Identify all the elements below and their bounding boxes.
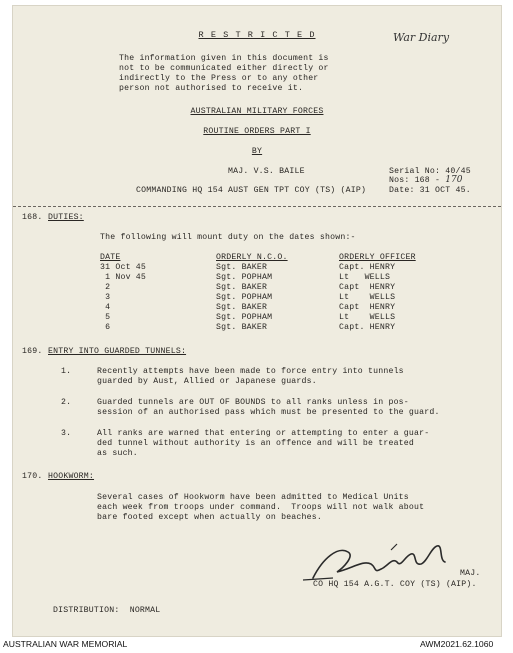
- item-line: guarded by Aust, Allied or Japanese guards.: [97, 377, 317, 386]
- distribution-line: DISTRIBUTION: NORMAL: [53, 606, 161, 615]
- section-number-169: 169.: [22, 347, 43, 356]
- table-cell: 6: [100, 323, 111, 332]
- table-cell: 1 Nov 45: [100, 273, 147, 282]
- table-cell: Sgt. POPHAM: [216, 273, 273, 282]
- order-numbers-handwritten: 170: [445, 175, 463, 185]
- serial-number: Serial No: 40/45: [389, 167, 471, 176]
- item-line: session of an authorised pass which must be presented to the guard.: [97, 408, 440, 417]
- hookworm-title: HOOKWORM:: [48, 472, 95, 481]
- table-cell: Sgt. BAKER: [216, 283, 268, 292]
- table-cell: 4: [100, 303, 111, 312]
- table-cell: Capt. HENRY: [339, 263, 396, 272]
- item-number: 1.: [61, 367, 72, 376]
- duties-intro: The following will mount duty on the dates shown:-: [100, 233, 356, 242]
- duties-title: DUTIES:: [48, 213, 84, 222]
- table-cell: Sgt. BAKER: [216, 263, 268, 272]
- section-number-168: 168.: [22, 213, 43, 222]
- section-number-170: 170.: [22, 472, 43, 481]
- order-date: Date: 31 OCT 45.: [389, 186, 471, 195]
- order-numbers-label: Nos: 168 -: [389, 176, 441, 185]
- hookworm-line: each week from troops under command. Troops will not walk about: [97, 503, 425, 512]
- footer-accession-number: AWM2021.62.1060: [420, 639, 494, 649]
- restricted-heading: R E S T R I C T E D: [198, 30, 316, 40]
- column-header-officer: ORDERLY OFFICER: [339, 253, 416, 262]
- table-cell: 31 Oct 45: [100, 263, 147, 272]
- item-line: Recently attempts have been made to force entry into tunnels: [97, 367, 404, 376]
- tunnels-title: ENTRY INTO GUARDED TUNNELS:: [48, 347, 187, 356]
- orders-title: ROUTINE ORDERS PART I: [203, 127, 311, 136]
- item-line: All ranks are warned that entering or attempting to enter a guar-: [97, 429, 430, 438]
- table-cell: Capt HENRY: [339, 303, 396, 312]
- hookworm-line: Several cases of Hookworm have been admitted to Medical Units: [97, 493, 409, 502]
- table-cell: Sgt. POPHAM: [216, 313, 273, 322]
- officer-name: MAJ. V.S. BAILE: [228, 167, 305, 176]
- notice-line: person not authorised to receive it.: [119, 84, 304, 93]
- item-line: Guarded tunnels are OUT OF BOUNDS to all ranks unless in pos-: [97, 398, 409, 407]
- signature-appointment: CO HQ 154 A.G.T. COY (TS) (AIP).: [313, 580, 477, 589]
- handwritten-signature: [293, 538, 473, 586]
- footer-credit: AUSTRALIAN WAR MEMORIAL: [3, 639, 128, 649]
- signature-rank: MAJ.: [460, 569, 481, 578]
- item-number: 3.: [61, 429, 72, 438]
- table-cell: Sgt. BAKER: [216, 323, 268, 332]
- notice-line: indirectly to the Press or to any other: [119, 74, 319, 83]
- table-cell: Sgt. POPHAM: [216, 293, 273, 302]
- table-cell: Lt WELLS: [339, 293, 396, 302]
- table-cell: Lt WELLS: [339, 313, 396, 322]
- item-number: 2.: [61, 398, 72, 407]
- item-line: as such.: [97, 449, 138, 458]
- order-numbers: [389, 176, 462, 186]
- table-cell: Capt. HENRY: [339, 323, 396, 332]
- war-diary-notation: War Diary: [393, 31, 450, 44]
- table-cell: Sgt. BAKER: [216, 303, 268, 312]
- organisation-title: AUSTRALIAN MILITARY FORCES: [190, 107, 324, 116]
- table-cell: Lt WELLS: [339, 273, 391, 282]
- column-header-date: DATE: [100, 253, 121, 262]
- section-divider: [13, 206, 501, 207]
- notice-line: The information given in this document is: [119, 54, 329, 63]
- hookworm-line: bare footed except when actually on beaches.: [97, 513, 322, 522]
- table-cell: 3: [100, 293, 111, 302]
- table-cell: 2: [100, 283, 111, 292]
- by-line: BY: [251, 147, 263, 156]
- table-cell: 5: [100, 313, 111, 322]
- command-line: COMMANDING HQ 154 AUST GEN TPT COY (TS) (AIP): [136, 186, 367, 195]
- table-cell: Capt HENRY: [339, 283, 396, 292]
- item-line: ded tunnel without authority is an offence and will be treated: [97, 439, 415, 448]
- notice-line: not to be communicated either directly or: [119, 64, 329, 73]
- column-header-nco: ORDERLY N.C.O.: [216, 253, 288, 262]
- document-page: [13, 6, 501, 636]
